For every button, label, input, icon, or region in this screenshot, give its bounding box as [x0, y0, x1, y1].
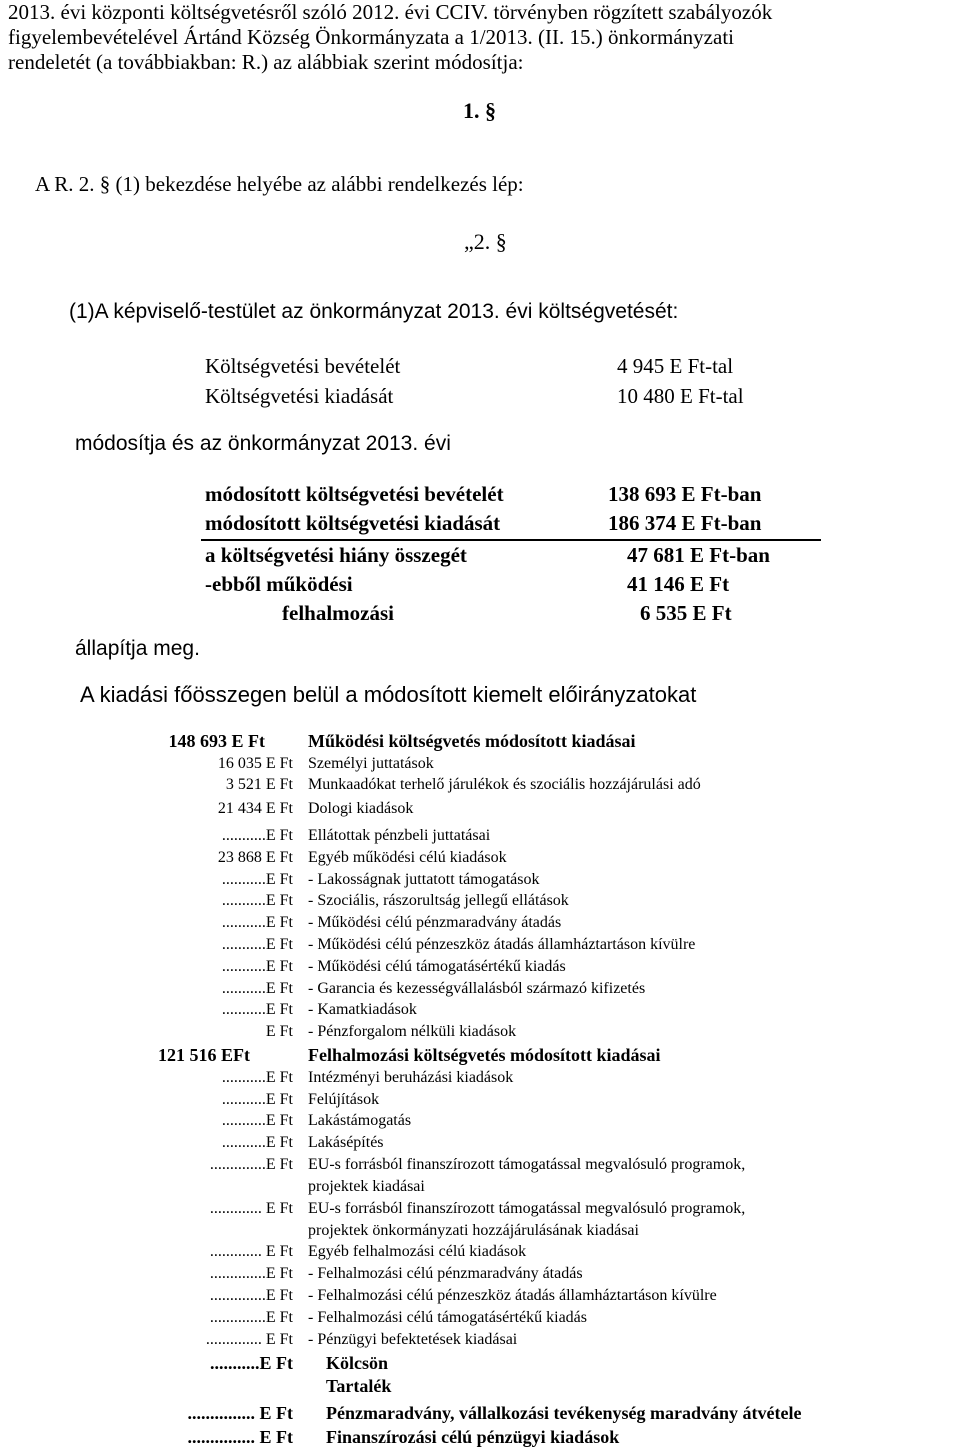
row-label: - Felhalmozási célú támogatásértékű kiadás: [308, 1309, 588, 1326]
row-label: - Felhalmozási célú pénzmaradvány átadás: [308, 1265, 583, 1282]
section-2-heading: „2. §: [464, 229, 507, 254]
intro-line: rendeletét (a továbbiakban: R.) az alábbiak szerint módosítja:: [8, 50, 524, 74]
row-label: EU-s forrásból finanszírozott támogatással megvalósuló programok,: [308, 1200, 746, 1217]
divider-line: [201, 539, 821, 541]
row-amount: ...........E Ft: [221, 1001, 293, 1018]
row-amount: ...........E Ft: [221, 936, 293, 953]
row-label: Személyi juttatások: [308, 755, 434, 772]
row-amount: ...........E Ft: [221, 1112, 293, 1129]
row-amount: 21 434 E Ft: [217, 800, 293, 817]
row-label: - Pénzügyi befektetések kiadásai: [308, 1331, 518, 1348]
intro-line: figyelembevételével Ártánd Község Önkormányzata a 1/2013. (II. 15.) önkormányzati: [8, 25, 734, 49]
deficit-label: a költségvetési hiány összegét: [205, 543, 467, 567]
row-amount: ............... E Ft: [187, 1403, 293, 1423]
establishes-text: állapítja meg.: [75, 637, 200, 660]
row-amount: ..............E Ft: [209, 1265, 293, 1282]
row-label: Felhalmozási költségvetés módosított kiadásai: [308, 1045, 661, 1065]
row-label: Ellátottak pénzbeli juttatásai: [308, 827, 491, 844]
row-label: projektek kiadásai: [308, 1178, 425, 1195]
row-label: Lakásépítés: [308, 1134, 384, 1151]
row-amount: ............. E Ft: [209, 1200, 293, 1217]
budget-expense-value: 10 480 E Ft-tal: [617, 384, 744, 408]
budget-revenue-label: Költségvetési bevételét: [205, 354, 401, 378]
budget-expense-label: Költségvetési kiadását: [205, 384, 394, 408]
row-label: Egyéb működési célú kiadások: [308, 849, 507, 866]
row-amount: E Ft: [265, 1023, 293, 1040]
row-label: - Szociális, rászorultság jellegű ellátások: [308, 892, 569, 909]
row-amount: ...........E Ft: [210, 1353, 293, 1373]
modified-revenue-value: 138 693 E Ft-ban: [608, 482, 762, 506]
row-amount: ...........E Ft: [221, 914, 293, 931]
row-amount: ...........E Ft: [221, 871, 293, 888]
deficit-value: 47 681 E Ft-ban: [627, 543, 770, 567]
row-amount: ..............E Ft: [209, 1309, 293, 1326]
row-label: Kölcsön: [326, 1353, 389, 1373]
row-amount: ..............E Ft: [209, 1156, 293, 1173]
row-amount: .............. E Ft: [205, 1331, 293, 1348]
row-label: Intézményi beruházási kiadások: [308, 1069, 514, 1086]
row-amount: ...........E Ft: [221, 827, 293, 844]
modified-expense-value: 186 374 E Ft-ban: [608, 511, 762, 535]
row-label: projektek önkormányzati hozzájárulásának kiadásai: [308, 1222, 639, 1239]
row-amount: ...........E Ft: [221, 958, 293, 975]
row-label: Tartalék: [326, 1376, 392, 1396]
row-label: Dologi kiadások: [308, 800, 414, 817]
row-label: Egyéb felhalmozási célú kiadások: [308, 1243, 527, 1260]
row-label: Finanszírozási célú pénzügyi kiadások: [326, 1427, 620, 1447]
row-label: Pénzmaradvány, vállalkozási tevékenység maradvány átvétele: [326, 1403, 802, 1423]
row-label: - Kamatkiadások: [308, 1001, 417, 1018]
row-amount: ...........E Ft: [221, 980, 293, 997]
row-amount: 3 521 E Ft: [225, 776, 293, 793]
row-amount: ...........E Ft: [221, 1134, 293, 1151]
modified-revenue-label: módosított költségvetési bevételét: [205, 482, 504, 506]
row-label: Lakástámogatás: [308, 1112, 412, 1129]
row-amount: ............. E Ft: [209, 1243, 293, 1260]
operating-value: 41 146 E Ft: [627, 572, 730, 596]
row-label: - Pénzforgalom nélküli kiadások: [308, 1023, 517, 1040]
capital-label: felhalmozási: [282, 601, 394, 625]
row-label: - Felhalmozási célú pénzeszköz átadás államháztartáson kívülre: [308, 1287, 717, 1304]
row-label: - Működési célú pénzmaradvány átadás: [308, 914, 562, 931]
row-amount: ...........E Ft: [221, 1091, 293, 1108]
row-label: Működési költségvetés módosított kiadásai: [308, 731, 636, 751]
paragraph-1: (1)A képviselő-testület az önkormányzat 2013. évi költségvetését:: [69, 300, 679, 323]
modifies-text: módosítja és az önkormányzat 2013. évi: [75, 432, 451, 455]
row-amount: 23 868 E Ft: [217, 849, 293, 866]
row-label: - Működési célú pénzeszköz átadás államháztartáson kívülre: [308, 936, 696, 953]
row-amount: ..............E Ft: [209, 1287, 293, 1304]
section-1-heading: 1. §: [463, 98, 496, 123]
row-amount: ...........E Ft: [221, 892, 293, 909]
row-amount: 121 516 EFt: [158, 1045, 250, 1065]
row-label: - Lakosságnak juttatott támogatások: [308, 871, 540, 888]
operating-label: -ebből működési: [205, 572, 353, 596]
intro-line: 2013. évi központi költségvetésről szóló 2012. évi CCIV. törvényben rögzített szabályozók: [8, 0, 773, 24]
row-amount: ............... E Ft: [187, 1427, 293, 1447]
row-amount: 148 693 E Ft: [168, 731, 265, 751]
row-amount: 16 035 E Ft: [217, 755, 293, 772]
amendment-statement: A R. 2. § (1) bekezdése helyébe az alábbi rendelkezés lép:: [35, 172, 524, 196]
row-label: - Garancia és kezességvállalásból származó kifizetés: [308, 980, 646, 997]
intro-paragraph: [8, 0, 956, 75]
row-label: EU-s forrásból finanszírozott támogatással megvalósuló programok,: [308, 1156, 746, 1173]
budget-revenue-value: 4 945 E Ft-tal: [617, 354, 734, 378]
row-label: Felújítások: [308, 1091, 380, 1108]
row-amount: ...........E Ft: [221, 1069, 293, 1086]
capital-value: 6 535 E Ft: [640, 601, 732, 625]
row-label: Munkaadókat terhelő járulékok és szociális hozzájárulási adó: [308, 776, 701, 793]
appropriations-intro: A kiadási főösszegen belül a módosított kiemelt előirányzatokat: [80, 682, 697, 707]
row-label: - Működési célú támogatásértékű kiadás: [308, 958, 566, 975]
modified-expense-label: módosított költségvetési kiadását: [205, 511, 501, 535]
